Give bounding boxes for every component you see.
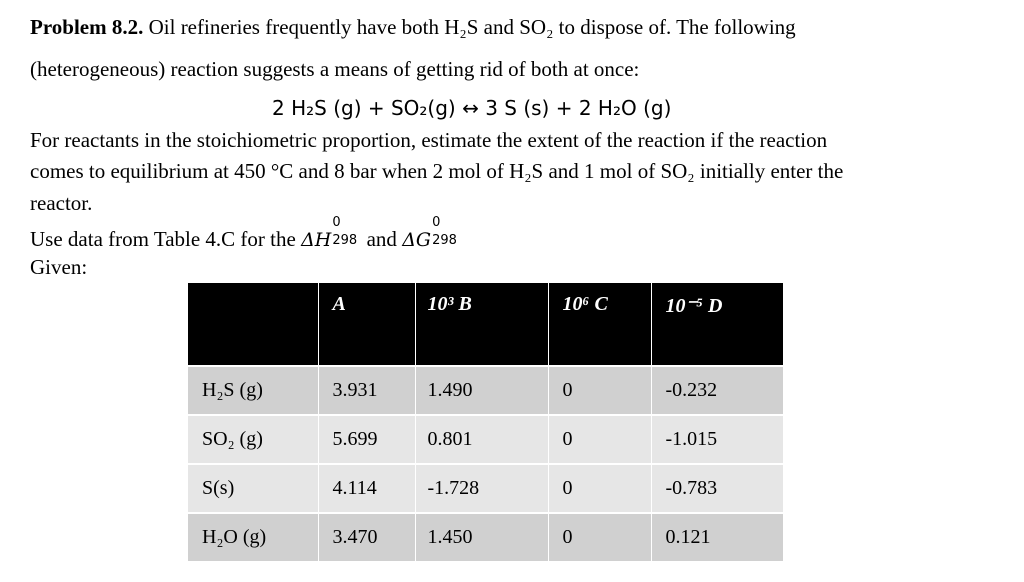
header-species	[188, 283, 318, 366]
delta-g-scripts	[431, 215, 461, 248]
table-row	[188, 513, 783, 561]
header-c: 10⁶ C	[548, 283, 651, 366]
problem-intro-text-1: Oil refineries frequently have both H₂S and SO₂ to dispose of. The following	[148, 15, 796, 39]
d-cell: -0.783	[651, 464, 783, 513]
species-cell: SO₂ (g)	[188, 415, 318, 464]
a-cell: 5.699	[318, 415, 415, 464]
table-row	[188, 366, 783, 415]
c-cell: 0	[548, 513, 651, 561]
header-b: 10³ B	[415, 283, 548, 366]
c-cell: 0	[548, 366, 651, 415]
table-row	[188, 464, 783, 513]
problem-intro-line-1	[30, 17, 796, 38]
d-cell: -0.232	[651, 366, 783, 415]
problem-body-line-3: reactor.	[30, 191, 93, 215]
b-cell: 0.801	[415, 415, 548, 464]
header-a: A	[318, 283, 415, 366]
header-d: 10⁻⁵ D	[651, 283, 783, 366]
use-data-line	[30, 215, 461, 251]
d-cell: 0.121	[651, 513, 783, 561]
delta-g-superscript: 0	[432, 215, 441, 230]
b-cell: -1.728	[415, 464, 548, 513]
species-cell: H₂S (g)	[188, 366, 318, 415]
problem-label: Problem 8.2.	[30, 15, 144, 39]
delta-g-subscript: 298	[432, 233, 457, 248]
a-cell: 3.931	[318, 366, 415, 415]
c-cell: 0	[548, 464, 651, 513]
d-cell: -1.015	[651, 415, 783, 464]
delta-h-subscript: 298	[332, 233, 358, 248]
c-cell: 0	[548, 415, 651, 464]
problem-body-line-2: comes to equilibrium at 450 °C and 8 bar when 2 mol of H₂S and 1 mol of SO₂ initially enter the	[30, 159, 844, 183]
b-cell: 1.450	[415, 513, 548, 561]
table-row	[188, 415, 783, 464]
a-cell: 4.114	[318, 464, 415, 513]
delta-h-scripts	[331, 215, 361, 248]
delta-h-superscript: 0	[332, 215, 341, 230]
table-header-row	[188, 283, 783, 366]
delta-g-symbol: ΔG	[402, 229, 432, 251]
heat-capacity-table	[188, 283, 784, 561]
problem-intro-line-2: (heterogeneous) reaction suggests a means of getting rid of both at once:	[30, 57, 640, 81]
problem-body-line-1: For reactants in the stoichiometric proportion, estimate the extent of the reaction if the reaction	[30, 128, 828, 152]
given-label: Given:	[30, 255, 88, 279]
b-cell: 1.490	[415, 366, 548, 415]
species-cell: H₂O (g)	[188, 513, 318, 561]
delta-h-symbol: ΔH	[301, 229, 332, 251]
use-data-prefix: Use data from Table 4.C for the	[30, 227, 296, 251]
a-cell: 3.470	[318, 513, 415, 561]
species-cell: S(s)	[188, 464, 318, 513]
use-data-and: and	[366, 227, 397, 251]
reaction-equation: 2 H₂S (g) + SO₂(g) ↔ 3 S (s) + 2 H₂O (g)	[272, 96, 672, 120]
